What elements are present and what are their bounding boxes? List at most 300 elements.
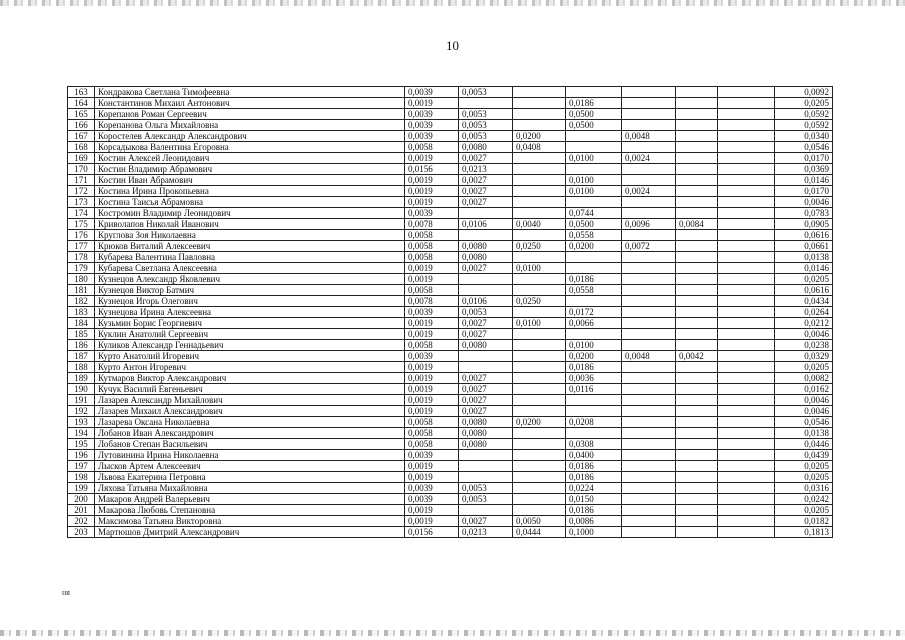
share-cell [513, 494, 566, 505]
total-share: 0,0205 [775, 472, 833, 483]
share-cell [622, 329, 676, 340]
share-cell [566, 131, 622, 142]
share-cell [718, 307, 775, 318]
share-cell: 0,0172 [566, 307, 622, 318]
table-body [68, 87, 833, 538]
table-row [68, 406, 833, 417]
share-cell [622, 142, 676, 153]
share-cell [676, 439, 718, 450]
table-row [68, 208, 833, 219]
share-cell [622, 164, 676, 175]
share-cell [622, 417, 676, 428]
share-cell: 0,0048 [622, 131, 676, 142]
share-cell: 0,0250 [513, 241, 566, 252]
share-cell: 0,0100 [513, 318, 566, 329]
share-cell: 0,0308 [566, 439, 622, 450]
share-cell: 0,0084 [676, 219, 718, 230]
share-cell: 0,0080 [459, 142, 513, 153]
share-cell [566, 329, 622, 340]
share-cell: 0,0019 [405, 472, 459, 483]
share-cell: 0,0040 [513, 219, 566, 230]
share-cell [566, 164, 622, 175]
share-cell [513, 98, 566, 109]
share-cell: 0,0019 [405, 461, 459, 472]
row-number: 179 [68, 263, 95, 274]
table-row [68, 87, 833, 98]
share-cell: 0,0100 [566, 175, 622, 186]
page-number: 10 [446, 38, 459, 53]
share-cell [513, 153, 566, 164]
share-cell [622, 362, 676, 373]
share-cell [566, 428, 622, 439]
share-cell: 0,0058 [405, 230, 459, 241]
share-cell: 0,0019 [405, 318, 459, 329]
share-cell: 0,0200 [566, 241, 622, 252]
share-cell: 0,0080 [459, 439, 513, 450]
share-cell [676, 186, 718, 197]
share-cell [676, 417, 718, 428]
person-name: Лутовинина Ирина Николаевна [95, 450, 405, 461]
person-name: Костина Таисья Абрамовна [95, 197, 405, 208]
share-cell: 0,1000 [566, 527, 622, 538]
share-cell [513, 164, 566, 175]
share-cell [459, 230, 513, 241]
total-share: 0,0212 [775, 318, 833, 329]
share-cell [622, 197, 676, 208]
share-cell [676, 274, 718, 285]
share-cell: 0,0080 [459, 252, 513, 263]
share-cell [718, 516, 775, 527]
share-cell [676, 428, 718, 439]
person-name: Круглова Зоя Николаевна [95, 230, 405, 241]
table-row [68, 384, 833, 395]
share-cell [513, 230, 566, 241]
share-cell: 0,0058 [405, 285, 459, 296]
share-cell [513, 252, 566, 263]
table-row [68, 175, 833, 186]
share-cell [513, 197, 566, 208]
share-cell [718, 395, 775, 406]
share-cell: 0,0024 [622, 153, 676, 164]
share-cell: 0,0186 [566, 505, 622, 516]
total-share: 0,0616 [775, 230, 833, 241]
share-cell: 0,0100 [566, 186, 622, 197]
total-share: 0,0046 [775, 197, 833, 208]
share-cell [622, 461, 676, 472]
total-share: 0,0146 [775, 175, 833, 186]
row-number: 185 [68, 329, 95, 340]
share-cell: 0,0106 [459, 219, 513, 230]
total-share: 0,0340 [775, 131, 833, 142]
share-cell [676, 230, 718, 241]
share-cell [622, 274, 676, 285]
share-cell: 0,0080 [459, 340, 513, 351]
total-share: 0,0546 [775, 417, 833, 428]
row-number: 191 [68, 395, 95, 406]
share-cell [513, 395, 566, 406]
row-number: 196 [68, 450, 95, 461]
total-share: 0,1813 [775, 527, 833, 538]
share-cell: 0,0027 [459, 373, 513, 384]
share-cell: 0,0019 [405, 98, 459, 109]
share-cell: 0,0053 [459, 87, 513, 98]
share-cell [459, 461, 513, 472]
share-cell: 0,0500 [566, 120, 622, 131]
share-cell [566, 395, 622, 406]
table-row [68, 109, 833, 120]
share-cell: 0,0039 [405, 494, 459, 505]
share-cell: 0,0048 [622, 351, 676, 362]
share-cell: 0,0019 [405, 406, 459, 417]
share-cell [718, 417, 775, 428]
share-cell: 0,0024 [622, 186, 676, 197]
share-cell: 0,0080 [459, 241, 513, 252]
share-cell [513, 329, 566, 340]
share-cell [622, 120, 676, 131]
share-cell: 0,0106 [459, 296, 513, 307]
share-cell [622, 98, 676, 109]
share-cell: 0,0213 [459, 527, 513, 538]
share-cell: 0,0039 [405, 131, 459, 142]
share-cell: 0,0053 [459, 494, 513, 505]
share-cell [622, 307, 676, 318]
share-cell: 0,0027 [459, 318, 513, 329]
person-name: Кондракова Светлана Тимофеевна [95, 87, 405, 98]
share-cell [676, 296, 718, 307]
person-name: Костин Владимир Абрамович [95, 164, 405, 175]
total-share: 0,0146 [775, 263, 833, 274]
share-cell [676, 483, 718, 494]
person-name: Макарова Любовь Степановна [95, 505, 405, 516]
total-share: 0,0205 [775, 274, 833, 285]
share-cell [622, 494, 676, 505]
table-row [68, 197, 833, 208]
table-row [68, 285, 833, 296]
person-name: Лысков Артем Алексеевич [95, 461, 405, 472]
share-cell [513, 362, 566, 373]
row-number: 189 [68, 373, 95, 384]
person-name: Кутмаров Виктор Александрович [95, 373, 405, 384]
share-cell: 0,0058 [405, 439, 459, 450]
person-name: Корепанов Роман Сергеевич [95, 109, 405, 120]
share-cell [718, 131, 775, 142]
share-cell [622, 230, 676, 241]
share-cell [718, 98, 775, 109]
share-cell [622, 406, 676, 417]
share-cell [513, 109, 566, 120]
share-cell [676, 516, 718, 527]
share-cell [622, 296, 676, 307]
row-number: 168 [68, 142, 95, 153]
share-cell: 0,0150 [566, 494, 622, 505]
share-cell: 0,0213 [459, 164, 513, 175]
share-cell [622, 439, 676, 450]
share-cell: 0,0019 [405, 516, 459, 527]
share-cell [513, 461, 566, 472]
total-share: 0,0046 [775, 395, 833, 406]
total-share: 0,0046 [775, 406, 833, 417]
share-cell [513, 285, 566, 296]
share-cell: 0,0019 [405, 362, 459, 373]
share-cell: 0,0053 [459, 120, 513, 131]
share-cell [676, 329, 718, 340]
table-row [68, 516, 833, 527]
share-cell [718, 362, 775, 373]
share-cell [676, 208, 718, 219]
share-cell [718, 263, 775, 274]
share-cell [459, 362, 513, 373]
share-cell [718, 252, 775, 263]
total-share: 0,0138 [775, 252, 833, 263]
share-cell: 0,0019 [405, 274, 459, 285]
table-row [68, 296, 833, 307]
share-cell [676, 197, 718, 208]
share-cell [459, 472, 513, 483]
total-share: 0,0205 [775, 505, 833, 516]
share-cell [622, 252, 676, 263]
share-cell: 0,0072 [622, 241, 676, 252]
share-cell [622, 428, 676, 439]
share-cell [459, 274, 513, 285]
share-cell [513, 186, 566, 197]
table-row [68, 472, 833, 483]
share-cell [676, 373, 718, 384]
person-name: Костин Иван Абрамович [95, 175, 405, 186]
share-cell [622, 450, 676, 461]
share-cell: 0,0100 [513, 263, 566, 274]
row-number: 173 [68, 197, 95, 208]
share-cell [676, 527, 718, 538]
share-cell: 0,0027 [459, 263, 513, 274]
total-share: 0,0162 [775, 384, 833, 395]
share-cell [676, 241, 718, 252]
table-row [68, 318, 833, 329]
row-number: 187 [68, 351, 95, 362]
share-cell [676, 142, 718, 153]
share-cell [459, 208, 513, 219]
person-name: Кузнецова Ирина Алексеевна [95, 307, 405, 318]
share-cell [718, 384, 775, 395]
share-cell: 0,0027 [459, 153, 513, 164]
share-cell [513, 505, 566, 516]
row-number: 177 [68, 241, 95, 252]
row-number: 201 [68, 505, 95, 516]
total-share: 0,0329 [775, 351, 833, 362]
share-cell: 0,0100 [566, 153, 622, 164]
total-share: 0,0082 [775, 373, 833, 384]
share-cell [622, 87, 676, 98]
share-cell [676, 164, 718, 175]
share-cell: 0,0019 [405, 384, 459, 395]
share-cell: 0,0400 [566, 450, 622, 461]
person-name: Костромин Владимир Леонидович [95, 208, 405, 219]
table-row [68, 219, 833, 230]
person-name: Коростелев Александр Александрович [95, 131, 405, 142]
share-cell: 0,0200 [513, 131, 566, 142]
share-cell: 0,0019 [405, 329, 459, 340]
total-share: 0,0439 [775, 450, 833, 461]
person-name: Кубарева Светлана Алексеевна [95, 263, 405, 274]
share-cell: 0,0019 [405, 395, 459, 406]
share-cell [513, 384, 566, 395]
table-row [68, 505, 833, 516]
share-cell: 0,0078 [405, 219, 459, 230]
row-number: 167 [68, 131, 95, 142]
table-row [68, 450, 833, 461]
person-name: Лобанов Степан Васильевич [95, 439, 405, 450]
row-number: 171 [68, 175, 95, 186]
row-number: 202 [68, 516, 95, 527]
row-number: 193 [68, 417, 95, 428]
share-cell: 0,0058 [405, 428, 459, 439]
share-cell [513, 483, 566, 494]
share-cell [622, 285, 676, 296]
share-cell: 0,0186 [566, 362, 622, 373]
table-row [68, 142, 833, 153]
share-cell: 0,0080 [459, 417, 513, 428]
total-share: 0,0264 [775, 307, 833, 318]
person-name: Кучук Василий Евгеньевич [95, 384, 405, 395]
share-cell: 0,0019 [405, 373, 459, 384]
row-number: 170 [68, 164, 95, 175]
share-cell: 0,0039 [405, 120, 459, 131]
share-cell: 0,0027 [459, 516, 513, 527]
share-cell: 0,0156 [405, 527, 459, 538]
share-cell [718, 153, 775, 164]
share-cell [676, 87, 718, 98]
share-cell: 0,0058 [405, 252, 459, 263]
share-cell: 0,0027 [459, 384, 513, 395]
total-share: 0,0616 [775, 285, 833, 296]
share-cell: 0,0100 [566, 340, 622, 351]
share-cell [622, 208, 676, 219]
share-cell: 0,0408 [513, 142, 566, 153]
share-cell: 0,0186 [566, 274, 622, 285]
person-name: Курто Анатолий Игоревич [95, 351, 405, 362]
row-number: 198 [68, 472, 95, 483]
share-cell: 0,0208 [566, 417, 622, 428]
scan-edge-top [0, 0, 905, 6]
total-share: 0,0170 [775, 153, 833, 164]
person-name: Кузнецов Игорь Олегович [95, 296, 405, 307]
table-row [68, 461, 833, 472]
person-name: Крюков Виталий Алексеевич [95, 241, 405, 252]
total-share: 0,0205 [775, 461, 833, 472]
row-number: 188 [68, 362, 95, 373]
share-cell [622, 384, 676, 395]
share-cell [566, 87, 622, 98]
share-cell [718, 494, 775, 505]
total-share: 0,0182 [775, 516, 833, 527]
share-cell [513, 340, 566, 351]
share-cell [718, 186, 775, 197]
total-share: 0,0546 [775, 142, 833, 153]
person-name: Корсадыкова Валентина Егоровна [95, 142, 405, 153]
share-cell: 0,0058 [405, 241, 459, 252]
share-cell: 0,0039 [405, 208, 459, 219]
total-share: 0,0905 [775, 219, 833, 230]
person-name: Мартюшов Дмитрий Александрович [95, 527, 405, 538]
share-cell [513, 439, 566, 450]
share-cell [676, 307, 718, 318]
row-number: 164 [68, 98, 95, 109]
scan-edge-bottom [0, 630, 905, 636]
share-cell [566, 142, 622, 153]
share-cell [676, 461, 718, 472]
share-cell: 0,0027 [459, 406, 513, 417]
share-cell [676, 252, 718, 263]
row-number: 165 [68, 109, 95, 120]
row-number: 182 [68, 296, 95, 307]
share-cell [718, 241, 775, 252]
share-cell: 0,0027 [459, 197, 513, 208]
row-number: 181 [68, 285, 95, 296]
share-cell [718, 208, 775, 219]
share-cell [459, 98, 513, 109]
total-share: 0,0434 [775, 296, 833, 307]
footer-mark: ня [62, 588, 70, 597]
share-cell: 0,0053 [459, 307, 513, 318]
share-cell: 0,0039 [405, 351, 459, 362]
share-cell [622, 318, 676, 329]
share-cell: 0,0186 [566, 461, 622, 472]
share-cell: 0,0053 [459, 131, 513, 142]
share-cell [513, 373, 566, 384]
share-cell: 0,0027 [459, 186, 513, 197]
share-cell [718, 373, 775, 384]
share-cell: 0,0186 [566, 98, 622, 109]
table-row [68, 373, 833, 384]
table-row [68, 417, 833, 428]
share-cell [622, 175, 676, 186]
row-number: 195 [68, 439, 95, 450]
share-cell: 0,0444 [513, 527, 566, 538]
share-cell: 0,0058 [405, 142, 459, 153]
total-share: 0,0242 [775, 494, 833, 505]
share-cell [718, 527, 775, 538]
share-cell: 0,0500 [566, 219, 622, 230]
share-cell [622, 395, 676, 406]
total-share: 0,0092 [775, 87, 833, 98]
total-share: 0,0369 [775, 164, 833, 175]
person-name: Кузнецов Виктор Батмич [95, 285, 405, 296]
share-cell [513, 351, 566, 362]
share-cell [459, 351, 513, 362]
share-cell: 0,0050 [513, 516, 566, 527]
share-cell [676, 395, 718, 406]
share-cell: 0,0156 [405, 164, 459, 175]
table-row [68, 241, 833, 252]
row-number: 194 [68, 428, 95, 439]
share-cell [718, 450, 775, 461]
share-cell [513, 307, 566, 318]
row-number: 200 [68, 494, 95, 505]
table-row [68, 439, 833, 450]
share-cell: 0,0039 [405, 87, 459, 98]
share-cell [718, 230, 775, 241]
share-cell [513, 450, 566, 461]
share-cell [718, 318, 775, 329]
table-row [68, 527, 833, 538]
share-cell: 0,0200 [513, 417, 566, 428]
share-cell [676, 153, 718, 164]
total-share: 0,0046 [775, 329, 833, 340]
table-row [68, 494, 833, 505]
person-name: Лобанов Иван Александрович [95, 428, 405, 439]
share-cell [718, 351, 775, 362]
table-row [68, 186, 833, 197]
share-cell [676, 285, 718, 296]
